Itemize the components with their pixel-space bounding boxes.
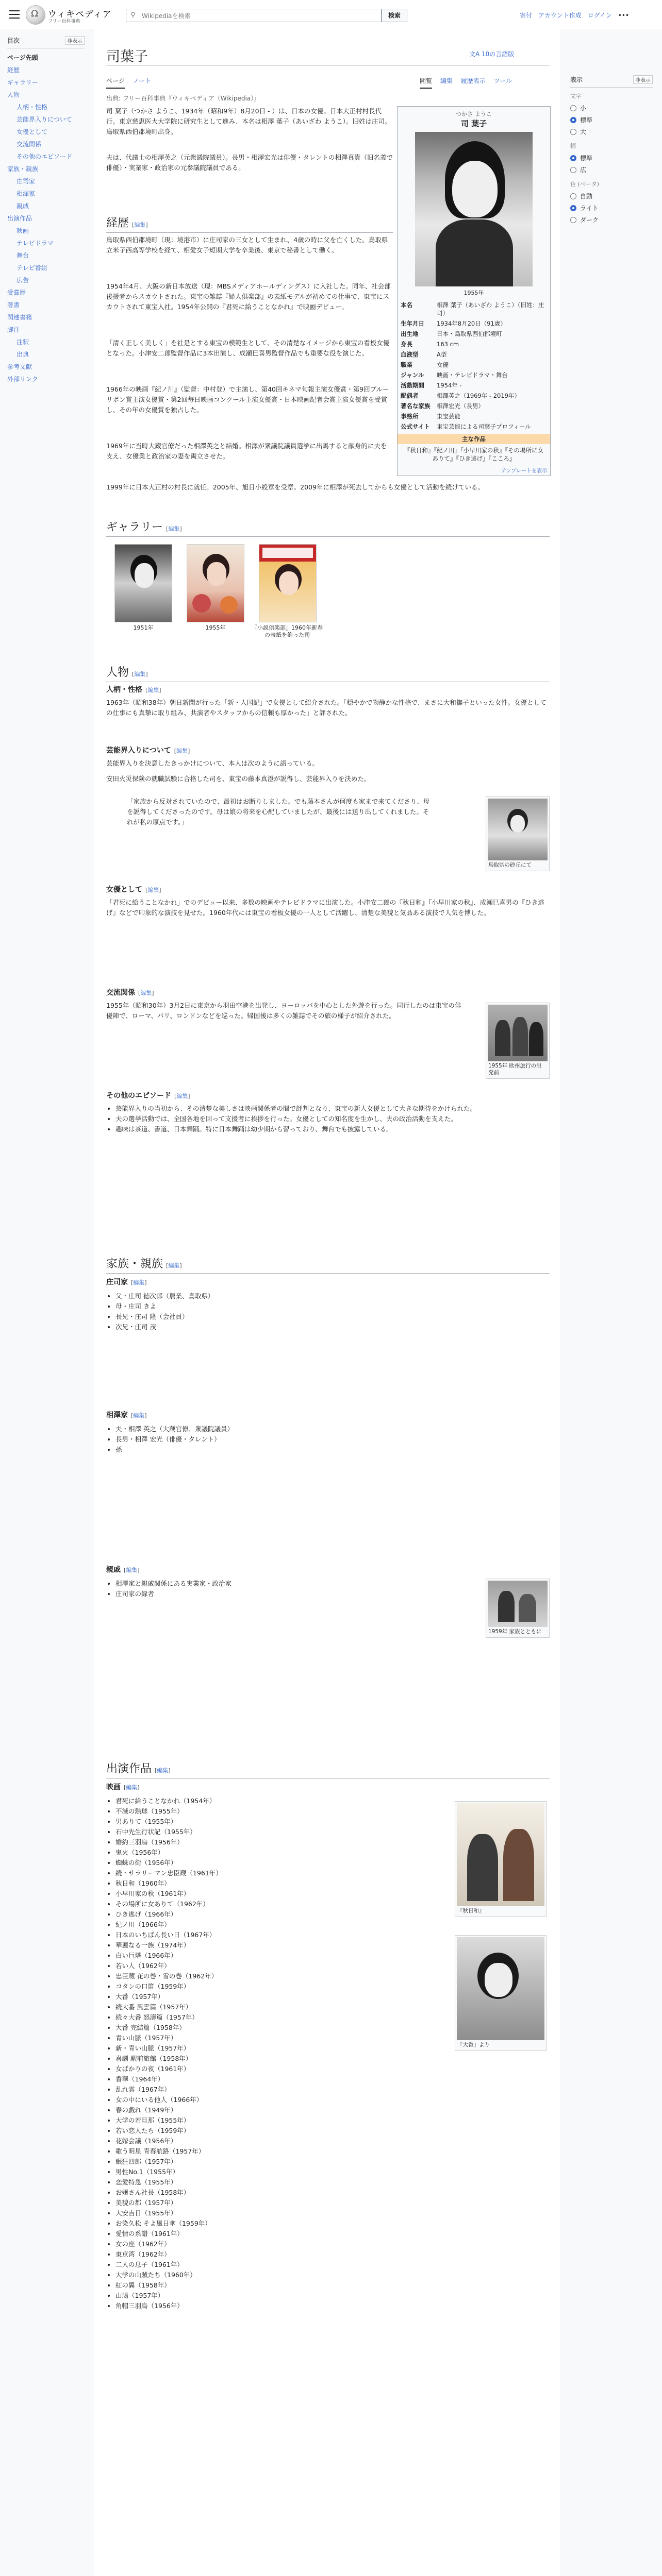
entry-thumbnail[interactable]: [486, 796, 550, 871]
aizawa-family-list: [106, 1424, 550, 1455]
infobox-key: 配偶者: [401, 392, 419, 399]
friends-thumbnail[interactable]: [486, 1003, 550, 1079]
text-size-option[interactable]: [570, 126, 653, 138]
film-item: • お嬢さん社長（1958年）: [115, 2188, 425, 2198]
infobox-key: 活動期間: [401, 382, 424, 389]
tab-talk[interactable]: ノート: [133, 77, 152, 84]
text-size-option[interactable]: [570, 114, 653, 126]
edit-link[interactable]: 編集: [126, 1784, 138, 1791]
films-thumbnail-1[interactable]: [455, 1801, 547, 1917]
sub-other-heading: その他のエピソード [編集]: [106, 1092, 190, 1100]
career-paragraph: 鳥取県西伯郡境町（現：境港市）に庄司家の三女として生まれ、4歳の時に父を亡くした。鳥取県立米子西高等学校を経て、相愛女子短期大学を卒業後、東京で秘書として働く。: [106, 236, 388, 254]
infobox-value: 1954年 -: [437, 382, 462, 389]
infobox-value: 東宝芸能: [437, 413, 460, 420]
toc-item[interactable]: 出演作品: [7, 215, 32, 222]
relatives-list: [106, 1579, 471, 1599]
login-link[interactable]: ログイン: [587, 12, 612, 19]
logo-title[interactable]: ウィキペディア: [48, 9, 112, 20]
create-account-link[interactable]: アカウント作成: [538, 12, 582, 19]
films-thumb-caption-1: 『秋日和』: [457, 1908, 485, 1914]
relative-item: • 庄司家の縁者: [115, 1589, 471, 1599]
radio-icon[interactable]: [570, 205, 576, 211]
career-paragraph: 1999年に日本大正村の村長に就任。2005年、旭日小綬章を受章。2009年に相澤が死去してからも女優として活動を続けている。: [106, 483, 484, 491]
toc-item[interactable]: その他のエピソード: [16, 153, 73, 160]
toc-item[interactable]: 受賞歴: [7, 289, 26, 296]
width-label: 幅: [570, 143, 576, 149]
friends-thumb-caption: 1955年 欧州旅行の出発前: [488, 1063, 542, 1076]
sub-entry-title: 芸能界入りについて: [106, 747, 171, 755]
film-item: • 二人の息子（1961年）: [115, 2260, 425, 2270]
film-item: • 婚約三羽烏（1956年）: [115, 1837, 425, 1848]
actress-paragraph: 「君死に給うことなかれ」でのデビュー以来、多数の映画やテレビドラマに出演した。小津安二郎の『秋日和』『小早川家の秋』、成瀬巳喜男の『ひき逃げ』などで印象的な演技を見せた。1960年代には東宝の看板女優の一人として活躍し、清楚な美貌と気品ある演技で人気を博した。: [106, 899, 544, 917]
infobox-works: 『秋日和』『紀ノ川』『小早川家の秋』『その場所に女ありて』『ひき逃げ』『こころ』: [404, 447, 544, 462]
infobox-row: [398, 318, 550, 329]
gallery-item[interactable]: [114, 544, 172, 632]
sub-personality-heading: 人柄・性格 [編集]: [106, 686, 161, 694]
infobox-rows: [398, 300, 550, 432]
edit-link[interactable]: 編集: [140, 990, 152, 996]
personality-paragraph: 1963年（昭和38年）朝日新聞が行った「新・人国記」で女優として紹介された。「穏やかで物静かな性格で、まさに大和撫子といった女性。女優としての仕事にも真摯に取り組み、共演者やスタッフからの信頼も厚かった」と評された。: [106, 699, 547, 717]
sub-shoji-heading: 庄司家 [編集]: [106, 1278, 147, 1286]
toc-item[interactable]: テレビ番組: [16, 264, 47, 272]
toc-sidebar: [7, 36, 85, 385]
logo-subtitle: フリー百科事典: [48, 19, 80, 24]
film-item: • 大学の若旦那（1955年）: [115, 2115, 425, 2126]
toc-item[interactable]: ギャラリー: [7, 79, 39, 86]
width-option-label: 広: [580, 166, 587, 174]
toc-item[interactable]: 映画: [16, 227, 29, 234]
film-item: • 歌う明星 青春航路（1957年）: [115, 2146, 425, 2157]
shoji-family-list: [106, 1291, 550, 1332]
edit-link[interactable]: 編集: [133, 1279, 145, 1286]
width-option-label: 標準: [580, 155, 593, 162]
section-person-heading: 人物 [編集]: [106, 664, 550, 682]
films-thumbnail-2[interactable]: [455, 1935, 547, 2051]
infobox-key: 著名な家族: [401, 402, 431, 410]
career-paragraph: 1966年の映画『紀ノ川』（監督：中村登）で主演し、第40回キネマ旬報主演女優賞・第9回ブルーリボン賞主演女優賞・第2回毎日映画コンクール主演女優賞・日本映画記者会賞主演女優賞を受賞し、その年の女優賞を独占した。: [106, 385, 389, 414]
infobox-key: 血液型: [401, 351, 419, 358]
infobox-key: 職業: [401, 361, 412, 368]
color-option[interactable]: [570, 190, 653, 202]
infobox-key: 生年月日: [401, 320, 424, 327]
infobox-value: 日本・鳥取県西伯郡境町: [437, 330, 502, 337]
films-photo-2[interactable]: [457, 1937, 544, 2040]
sub-relatives-title: 親戚: [106, 1566, 121, 1574]
lead-paragraph-1: 司 葉子（つかさ ようこ、1934年（昭和9年）8月20日 - ）は、日本の女優。日本大正村村長代行。東京慈恵医大大学院に研究生として進み、本名は相澤 葉子（あいざわ ようこ）。旧姓は庄司。鳥取県西伯郡境町出身。: [106, 107, 391, 135]
infobox-row: [398, 300, 550, 318]
infobox-row: [398, 329, 550, 339]
toc-item[interactable]: 外部リンク: [7, 376, 38, 383]
relatives-photo[interactable]: [488, 1581, 548, 1627]
lead-paragraph-2: 夫は、代議士の相澤英之（元衆議院議員）。長男・相澤宏光は俳優・タレントの相澤真貴（旧名義で俳優）・実業家・政治家の元参議院議員である。: [106, 154, 393, 172]
view-tabs: [420, 76, 518, 85]
film-item: • 青い山脈（1957年）: [115, 2033, 425, 2043]
radio-icon[interactable]: [570, 193, 576, 199]
sub-films-title: 映画: [106, 1783, 121, 1791]
infobox-key: 事務所: [401, 413, 419, 420]
family-member-item: • 長兄・庄司 隆（会社員）: [115, 1312, 550, 1322]
toc-item[interactable]: 相澤家: [16, 190, 36, 197]
film-item: • 日本のいちばん長い日（1967年）: [115, 1930, 425, 1940]
film-item: • 春の戯れ（1949年）: [115, 2105, 425, 2115]
entry-quote: 「家族から反対されていたので、最初はお断りしました。でも藤本さんが何度も家まで来てくださり、母を説得してくださったのです。母は娘の将来を心配していましたが、最後には送り出してくれました。それが私の原点です。」: [127, 798, 430, 826]
toc-item[interactable]: 交流関係: [16, 141, 42, 148]
infobox-value: 映画・テレビドラマ・舞台: [437, 371, 508, 379]
infobox-row: [398, 360, 550, 370]
episode-item: • 芸能界入りの当初から、その清楚な美しさは映画関係者の間で評判となり、東宝の新人女優として大きな期待をかけられた。: [115, 1104, 550, 1114]
edit-link[interactable]: 編集: [134, 671, 146, 677]
infobox-value: 相澤 葉子（あいざわ ようこ）（旧姓：庄司）: [437, 301, 544, 317]
film-item: • 大番（1957年）: [115, 1992, 425, 2002]
infobox-key: ジャンル: [401, 371, 424, 379]
text-size-option-label: 大: [580, 128, 587, 135]
film-item: • 不滅の熱球（1955年）: [115, 1806, 425, 1817]
film-item: • その場所に女ありて（1962年）: [115, 1899, 425, 1909]
section-career-title: 経歴: [106, 216, 129, 229]
toc-item[interactable]: 人物: [7, 91, 20, 98]
film-item: • 女の中にいる他人（1966年）: [115, 2095, 425, 2105]
film-item: • 秋日和（1960年）: [115, 1878, 425, 1889]
family-member-item: • 父・庄司 徳次郎（農業、鳥取県）: [115, 1291, 550, 1301]
section-career-heading: 経歴 [編集]: [106, 214, 393, 233]
infobox-value: 女優: [437, 361, 449, 368]
wikipedia-logo-icon[interactable]: [26, 5, 45, 25]
language-button[interactable]: 文A 10の言語版: [469, 50, 515, 58]
sub-friends-heading: 交流関係 [編集]: [106, 989, 154, 997]
text-size-label: 文字: [570, 93, 582, 99]
tab-edit[interactable]: 編集: [440, 77, 453, 84]
source-line: 出典: フリー百科事典『ウィキペディア（Wikipedia）』: [106, 95, 260, 102]
text-size-option-label: 小: [580, 105, 587, 112]
gallery-item[interactable]: [187, 544, 244, 632]
sub-shoji-title: 庄司家: [106, 1278, 128, 1286]
film-item: • 女の座（1962年）: [115, 2239, 425, 2249]
film-item: • 山鳩（1957年）: [115, 2291, 425, 2301]
gallery-photo[interactable]: [259, 544, 317, 622]
gallery-photo[interactable]: [114, 544, 172, 622]
sub-relatives-heading: 親戚 [編集]: [106, 1566, 140, 1574]
infobox-row: [398, 391, 550, 401]
film-item: • 男ありて（1955年）: [115, 1817, 425, 1827]
family-member-item: • 孫: [115, 1445, 550, 1455]
entry-paragraph-2: 安田火災保険の就職試験に合格した司を、東宝の藤本真澄が説得し、芸能界入りを決めた。: [106, 775, 371, 783]
section-gallery-title: ギャラリー: [106, 520, 163, 533]
film-item: • 紀ノ川（1966年）: [115, 1920, 425, 1930]
films-thumb-caption-2: 『大番』より: [457, 2042, 490, 2048]
infobox-key: 身長: [401, 341, 412, 348]
main-menu-icon[interactable]: [9, 10, 20, 19]
edit-link[interactable]: 編集: [134, 222, 146, 228]
radio-icon[interactable]: [570, 217, 576, 223]
gallery-caption: 1955年: [205, 624, 226, 631]
entry-photo[interactable]: [488, 799, 548, 860]
namespace-tabs: [106, 76, 157, 85]
relatives-thumbnail[interactable]: [486, 1579, 550, 1638]
sub-friends-title: 交流関係: [106, 989, 135, 997]
film-item: • お染久松 そよ風日傘（1959年）: [115, 2218, 425, 2229]
sub-other-title: その他のエピソード: [106, 1092, 171, 1100]
text-size-options: [570, 102, 653, 138]
color-option[interactable]: [570, 202, 653, 214]
relative-item: • 相澤家と親戚関係にある実業家・政治家: [115, 1579, 471, 1589]
toc-list: [7, 52, 85, 385]
infobox-key: 公式サイト: [401, 423, 430, 430]
episode-item: • 趣味は茶道、書道、日本舞踊。特に日本舞踊は幼少期から習っており、舞台でも披露している。: [115, 1124, 550, 1134]
film-item: • 鬼火（1956年）: [115, 1848, 425, 1858]
radio-icon[interactable]: [570, 105, 576, 111]
sub-actress-title: 女優として: [106, 886, 142, 894]
search-icon: ⚲: [130, 11, 136, 19]
infobox-row: [398, 339, 550, 349]
edit-link[interactable]: 編集: [176, 748, 188, 754]
film-item: • 新・青い山脈（1957年）: [115, 2043, 425, 2054]
friends-photo[interactable]: [488, 1005, 548, 1061]
toc-item[interactable]: 著書: [7, 301, 20, 309]
toc-item[interactable]: ページ先頭: [7, 54, 38, 61]
toc-item[interactable]: 親戚: [16, 202, 29, 210]
edit-link[interactable]: 編集: [147, 887, 159, 893]
toc-item[interactable]: 参考文献: [7, 363, 32, 370]
color-option-label: 自動: [580, 193, 593, 200]
film-item: • 忠臣蔵 花の巻・雪の巻（1962年）: [115, 1971, 425, 1981]
search-input[interactable]: [141, 11, 370, 21]
film-item: • 白い巨塔（1966年）: [115, 1951, 425, 1961]
film-item: • 愛情の系譜（1961年）: [115, 2229, 425, 2239]
film-item: • 美貌の都（1957年）: [115, 2198, 425, 2208]
appearance-panel: [570, 70, 653, 226]
toc-item[interactable]: 女優として: [16, 128, 48, 135]
radio-icon[interactable]: [570, 117, 576, 123]
edit-link[interactable]: 編集: [176, 1093, 188, 1099]
section-works-title: 出演作品: [106, 1762, 152, 1775]
gallery-item[interactable]: [252, 544, 323, 639]
film-item: • 小早川家の秋（1961年）: [115, 1889, 425, 1899]
family-member-item: • 次兄・庄司 茂: [115, 1322, 550, 1332]
sub-actress-heading: 女優として [編集]: [106, 886, 161, 894]
film-item: • 紅の翼（1958年）: [115, 2280, 425, 2291]
more-menu-icon[interactable]: •••: [618, 12, 630, 19]
infobox-value: 163 cm: [437, 341, 459, 348]
infobox-value: 相澤宏光（長男）: [437, 402, 484, 410]
sub-aizawa-title: 相澤家: [106, 1411, 128, 1419]
toc-item[interactable]: 家族・親族: [7, 165, 39, 173]
career-paragraph: 1969年に当時大蔵官僚だった相澤英之と結婚。相澤が衆議院議員選挙に出馬すると献身的に夫を支え、女優業と政治家の妻を両立させた。: [106, 442, 387, 460]
edit-link[interactable]: 編集: [147, 687, 159, 693]
toc-hide-button[interactable]: 非表示: [65, 36, 85, 45]
infobox-name-ruby: つかさ ようこ: [456, 111, 492, 117]
gallery-caption: 1951年: [133, 624, 154, 631]
article-content: [94, 29, 560, 2576]
section-person-title: 人物: [106, 666, 129, 679]
tab-tools[interactable]: ツール: [493, 77, 512, 84]
tab-history[interactable]: 履歴表示: [460, 77, 486, 84]
color-option[interactable]: [570, 214, 653, 226]
toc-heading-label: 目次: [7, 37, 20, 44]
sub-aizawa-heading: 相澤家 [編集]: [106, 1411, 147, 1419]
films-photo-1[interactable]: [457, 1803, 544, 1906]
toc-item[interactable]: 芸能界入りについて: [16, 116, 72, 123]
infobox-row: [398, 349, 550, 360]
film-item: • 角帽三羽烏（1956年）: [115, 2301, 425, 2311]
radio-icon[interactable]: [570, 155, 576, 161]
text-size-option[interactable]: [570, 102, 653, 114]
relatives-thumb-caption: 1959年 家族とともに: [488, 1629, 542, 1635]
toc-item[interactable]: 経歴: [7, 66, 20, 74]
entry-thumb-caption: 鳥取県の砂丘にて: [488, 862, 532, 868]
user-links: [516, 11, 629, 20]
edit-link[interactable]: 編集: [126, 1567, 138, 1573]
logo-glyph: Ω: [31, 9, 39, 19]
film-item: • 男性No.1（1955年）: [115, 2167, 425, 2177]
episode-item: • 夫の選挙活動では、全国各地を回って支援者に挨拶を行った。女優としての知名度を生かし、夫の政治活動を支えた。: [115, 1114, 550, 1124]
donate-link[interactable]: 寄付: [520, 12, 533, 19]
toc-item[interactable]: 注釈: [16, 338, 29, 346]
toc-item[interactable]: 庄司家: [16, 178, 36, 185]
section-family-title: 家族・親族: [106, 1257, 163, 1270]
film-item: • 続々大番 怒濤篇（1957年）: [115, 2012, 425, 2023]
edit-link[interactable]: 編集: [157, 1767, 169, 1774]
sub-films-heading: 映画 [編集]: [106, 1783, 140, 1791]
section-works-heading: 出演作品 [編集]: [106, 1760, 550, 1778]
toc-item[interactable]: 舞台: [16, 252, 29, 259]
infobox-caption: 1955年: [464, 290, 484, 296]
sub-entry-heading: 芸能界入りについて [編集]: [106, 747, 190, 755]
gallery-caption: 『小説倶楽部』1960年新春の表紙を飾った司: [252, 624, 323, 638]
infobox-row: [398, 421, 550, 432]
entry-paragraph: 芸能界入りを決意したきっかけについて、本人は次のように語っている。: [106, 759, 319, 767]
film-item: • 君死に給うことなかれ（1954年）: [115, 1796, 425, 1806]
film-item: • 若い恋人たち（1959年）: [115, 2126, 425, 2136]
film-item: • 恋愛特急（1955年）: [115, 2177, 425, 2188]
film-item: • 華麗なる一族（1974年）: [115, 1940, 425, 1951]
tab-page[interactable]: ページ: [106, 77, 125, 89]
infobox-row: [398, 380, 550, 391]
family-member-item: • 夫・相澤 英之（大蔵官僚、衆議院議員）: [115, 1424, 550, 1434]
color-option-label: ライト: [580, 205, 599, 212]
search-button[interactable]: 検索: [382, 9, 407, 22]
tab-read[interactable]: 閲覧: [420, 77, 432, 89]
toc-item[interactable]: テレビドラマ: [16, 240, 54, 247]
edit-link[interactable]: 編集: [168, 1262, 180, 1269]
infobox-value: 相澤英之（1969年 - 2019年）: [437, 392, 520, 399]
toc-item[interactable]: 出典: [16, 351, 29, 358]
toc-item[interactable]: 人柄・性格: [16, 104, 48, 111]
film-item: • 蜘蛛の街（1956年）: [115, 1858, 425, 1868]
appearance-heading-label: 表示: [570, 76, 583, 83]
text-size-option-label: 標準: [580, 116, 593, 124]
color-option-label: ダーク: [580, 216, 599, 224]
family-member-item: • 長男・相澤 宏光（俳優・タレント）: [115, 1434, 550, 1445]
infobox-row: [398, 401, 550, 411]
width-option[interactable]: [570, 152, 653, 164]
films-list: [106, 1796, 425, 2311]
infobox-key: 本名: [401, 301, 412, 309]
color-options: [570, 190, 653, 226]
film-item: • 大安吉日（1955年）: [115, 2208, 425, 2218]
film-item: • 石中先生行状記（1955年）: [115, 1827, 425, 1837]
film-item: • 若い人（1962年）: [115, 1961, 425, 1971]
family-member-item: • 母・庄司 きよ: [115, 1301, 550, 1312]
infobox-row: [398, 370, 550, 380]
film-item: • 大学の山賊たち（1960年）: [115, 2270, 425, 2280]
sub-personality-title: 人柄・性格: [106, 686, 142, 694]
toc-item[interactable]: 関連書籍: [7, 314, 32, 321]
film-item: • 花嫁会議（1956年）: [115, 2136, 425, 2146]
width-options: [570, 152, 653, 176]
edit-link[interactable]: 編集: [133, 1412, 145, 1419]
infobox-value: 東宝芸能による司葉子プロフィール: [437, 423, 531, 430]
section-gallery-heading: ギャラリー [編集]: [106, 518, 550, 537]
career-paragraph: 「清く正しく美しく」を社是とする東宝の模範生として、その清楚なイメージから東宝の看板女優となった。小津安二郎監督作品に3本出演し、成瀬巳喜男監督作品でも重要な役を演じた。: [106, 339, 390, 357]
career-paragraph: 1954年4月、大阪の新日本放送（現：MBSメディアホールディングス）に入社した。同年、社会部後援者からスカウトされた。東宝の雑誌『婦人倶楽部』の表紙モデルが初めての仕事で、東宝にスカウトされて東宝入社。1954年公開の『君死に給うことなかれ』で映画デビュー。: [106, 282, 391, 311]
infobox-works-heading: 主な作品: [398, 434, 550, 444]
film-item: • 大番 完結篇（1958年）: [115, 2023, 425, 2033]
infobox-value: 1934年8月20日（91歳）: [437, 320, 506, 327]
friends-paragraph: 1955年（昭和30年）3月2日に東京から羽田空港を出発し、ヨーロッパを中心とした外遊を行った。同行したのは東宝の俳優陣で、ローマ、パリ、ロンドンなどを巡った。帰国後は多くの雑誌でその旅の様子が紹介された。: [106, 1002, 461, 1020]
appearance-heading: [570, 75, 653, 88]
infobox-name: 司 葉子: [460, 119, 487, 128]
radio-icon[interactable]: [570, 129, 576, 135]
film-item: • 乱れ雲（1967年）: [115, 2084, 425, 2095]
template-link[interactable]: テンプレートを表示: [501, 468, 547, 474]
radio-icon[interactable]: [570, 167, 576, 173]
infobox-photo[interactable]: [415, 132, 533, 286]
infobox-row: [398, 411, 550, 421]
search-box[interactable]: [126, 9, 382, 22]
film-item: • 香華（1964年）: [115, 2074, 425, 2084]
edit-link[interactable]: 編集: [168, 526, 180, 532]
toc-item[interactable]: 広告: [16, 277, 29, 284]
infobox-key: 出生地: [401, 330, 419, 337]
toc-heading: [7, 36, 85, 48]
section-family-heading: 家族・親族 [編集]: [106, 1255, 550, 1274]
infobox: [397, 106, 551, 476]
infobox-value: A型: [437, 351, 447, 358]
appearance-hide-button[interactable]: 非表示: [633, 75, 653, 84]
page-title: 司葉子: [106, 49, 148, 64]
film-item: • ひき逃げ（1966年）: [115, 1909, 425, 1920]
toc-item[interactable]: 脚注: [7, 326, 20, 333]
film-item: • 続・サラリーマン忠臣蔵（1961年）: [115, 1868, 425, 1878]
other-episodes-list: [106, 1104, 550, 1134]
film-item: • 女ばかりの夜（1961年）: [115, 2064, 425, 2074]
film-item: • コタンの口笛（1959年）: [115, 1981, 425, 1992]
width-option[interactable]: [570, 164, 653, 176]
gallery-photo[interactable]: [187, 544, 244, 622]
film-item: • 東京湾（1962年）: [115, 2249, 425, 2260]
film-item: • 眠狂四郎（1957年）: [115, 2157, 425, 2167]
film-item: • 喜劇 駅前旅館（1958年）: [115, 2054, 425, 2064]
site-header: [0, 0, 662, 29]
film-item: • 続大番 風雲篇（1957年）: [115, 2002, 425, 2012]
color-label: 色 (ベータ): [570, 181, 600, 188]
